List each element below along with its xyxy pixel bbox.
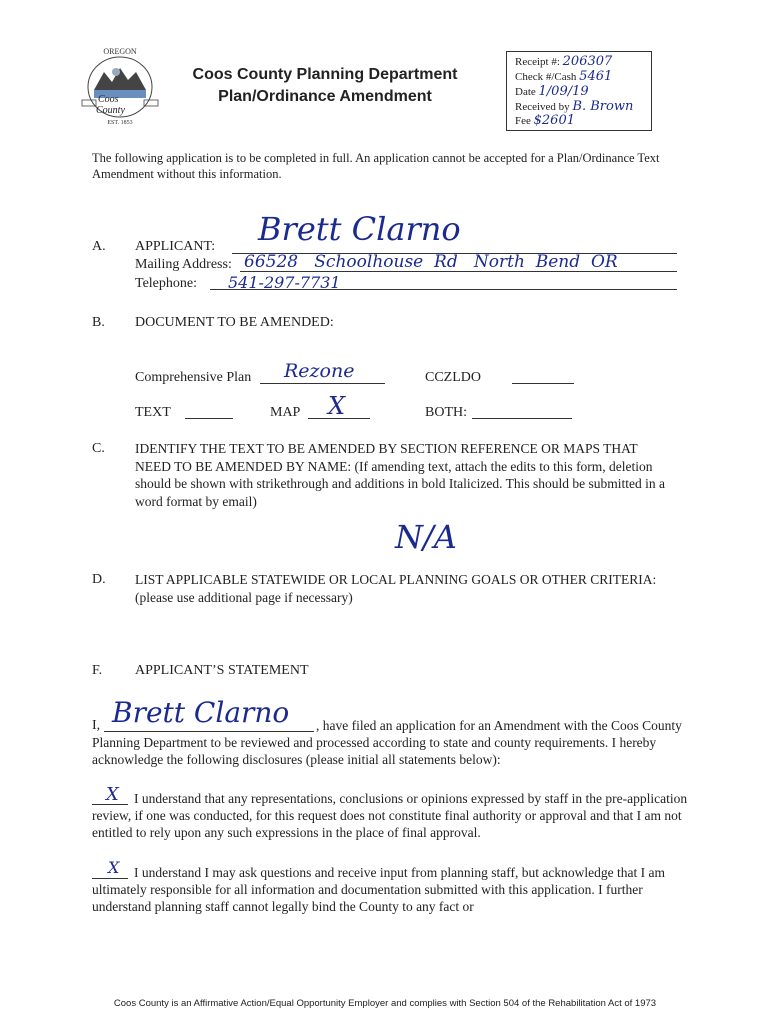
phone-label: Telephone: <box>135 276 197 291</box>
both-label: BOTH: <box>425 405 467 420</box>
svg-text:County: County <box>96 105 125 116</box>
comp-plan-value[interactable]: Rezone <box>284 360 355 382</box>
receipt-box <box>506 51 652 131</box>
section-d-text: LIST APPLICABLE STATEWIDE OR LOCAL PLANNING GOALS OR OTHER CRITERIA: (please use additional page if necessary) <box>135 572 657 605</box>
ccz-label: CCZLDO <box>425 370 481 385</box>
applicant-value[interactable]: Brett Clarno <box>258 210 461 248</box>
check-value: 5461 <box>579 69 613 84</box>
svg-text:OREGON: OREGON <box>103 47 137 56</box>
mailing-label: Mailing Address: <box>135 257 232 272</box>
section-f-letter: F. <box>92 663 103 678</box>
comp-plan-line <box>260 383 385 384</box>
received-label: Received by <box>515 101 570 113</box>
statement-body: , have filed an application for an Amendment with the Coos County Planning Department to be reviewed and processed according to state and county requirements. I hereby acknowledge the following disclosures (please initial all statements below): <box>92 718 682 767</box>
applicant-label: APPLICANT: <box>135 239 216 254</box>
ack1-initial[interactable]: X <box>106 784 119 805</box>
date-value: 1/09/19 <box>538 84 589 99</box>
page-title-line1: Coos County Planning Department <box>192 66 458 83</box>
ack2-initial[interactable]: X <box>108 858 120 877</box>
receipt-value: 206307 <box>562 54 613 69</box>
section-c-answer[interactable]: N/A <box>395 518 457 556</box>
intro-text: The following application is to be completed in full. An application cannot be accepted for a Plan/Ordinance Text Amendment without this information. <box>92 151 660 181</box>
received-value: B. Brown <box>572 99 634 114</box>
text-line <box>185 418 233 419</box>
fee-value: $2601 <box>533 113 575 128</box>
date-label: Date <box>515 86 536 98</box>
fee-label: Fee <box>515 115 531 127</box>
name-value[interactable]: Brett Clarno <box>112 696 290 729</box>
i-label: I, <box>92 718 101 733</box>
section-a-letter: A. <box>92 239 106 254</box>
section-c-letter: C. <box>92 441 105 456</box>
phone-value[interactable]: 541-297-7731 <box>228 273 341 292</box>
mailing-value[interactable]: 66528 Schoolhouse Rd North Bend OR <box>244 252 618 272</box>
county-seal <box>80 42 160 127</box>
section-b-letter: B. <box>92 315 105 330</box>
check-label: Check #/Cash <box>515 71 577 83</box>
statement-text <box>92 717 692 768</box>
both-line <box>472 418 572 419</box>
text-label: TEXT <box>135 405 171 420</box>
ccz-line <box>512 383 574 384</box>
comp-plan-label: Comprehensive Plan <box>135 370 252 385</box>
svg-text:EST. 1853: EST. 1853 <box>107 120 133 126</box>
map-value[interactable]: X <box>328 392 346 420</box>
section-f-heading: APPLICANT’S STATEMENT <box>135 663 309 678</box>
section-d-letter: D. <box>92 572 106 587</box>
receipt-label: Receipt #: <box>515 56 560 68</box>
svg-text:Coos: Coos <box>98 94 119 105</box>
section-b-heading: DOCUMENT TO BE AMENDED: <box>135 315 334 330</box>
section-c-text: IDENTIFY THE TEXT TO BE AMENDED BY SECTION REFERENCE OR MAPS THAT NEED TO BE AMENDED BY NAME: (If amending text, attach the edits to this form, deletion should be shown with strikethrough and additions in bold Italicized. This should be submitted in a word format by email) <box>135 441 665 509</box>
ack1-text: I understand that any representations, conclusions or opinions expressed by staff in the pre-application review, if one was conducted, for this request does not constitute final authority or approval and that I am not entitled to rely upon any such expressions in the place of final approval. <box>92 791 688 840</box>
footer-text: Coos County is an Affirmative Action/Equal Opportunity Employer and complies with Section 504 of the Rehabilitation Act of 1973 <box>113 998 657 1009</box>
map-label: MAP <box>270 405 301 420</box>
ack2-text: I understand I may ask questions and receive input from planning staff, but acknowledge that I am ultimately responsible for all information and documentation submitted with this application. I further understand planning staff cannot legally bind the County to any fact or <box>92 865 665 914</box>
page-title-line2: Plan/Ordinance Amendment <box>218 88 432 105</box>
